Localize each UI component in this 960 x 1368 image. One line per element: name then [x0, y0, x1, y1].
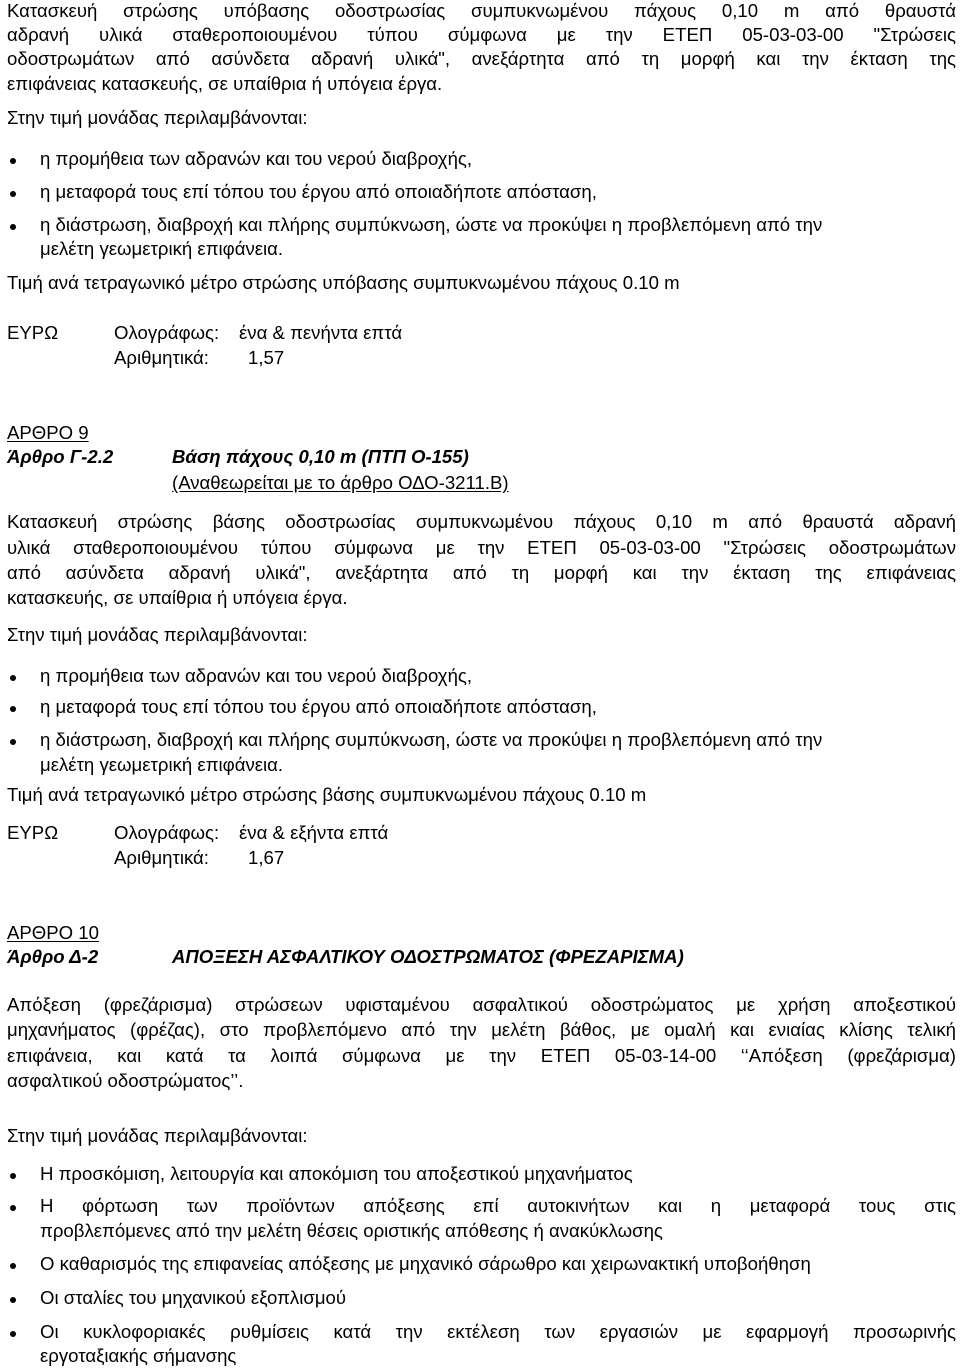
article9-price-line: Τιμή ανά τετραγωνικό μέτρο στρώσης βάσης συμπυκνωμένου πάχους 0.10 m	[7, 784, 647, 805]
bullet-icon	[10, 1331, 16, 1337]
article9-code: Άρθρο Γ-2.2	[7, 446, 114, 467]
intro-line-3: οδοστρωμάτων από ασύνδετα αδρανή υλικά", ανεξάρτητα από τη μορφή και την έκταση της	[7, 48, 956, 69]
bullet-icon	[10, 675, 16, 681]
article10-line-4: ασφαλτικού οδοστρώματος’’.	[7, 1070, 244, 1091]
article9-currency: ΕΥΡΩ	[7, 822, 59, 843]
article9-line-4: κατασκευής, σε υπαίθρια ή υπόγεια έργα.	[7, 587, 348, 608]
bullet-icon	[10, 191, 16, 197]
intro-line-2: αδρανή υλικά σταθεροποιουμένου τύπου σύμφωνα με την ΕΤΕΠ 05-03-03-00 "Στρώσεις	[7, 24, 956, 45]
intro-bullet-3: η διάστρωση, διαβροχή και πλήρης συμπύκνωση, ώστε να προκύψει η προβλεπόμενη από την	[40, 214, 823, 235]
article9-bullet-3-cont: μελέτη γεωμετρική επιφάνεια.	[40, 754, 284, 775]
article10-includes-label: Στην τιμή μονάδας περιλαμβάνονται:	[7, 1125, 308, 1146]
intro-numeric-label: Αριθμητικά:	[114, 347, 209, 368]
article10-line-2: μηχανήματος (φρέζας), στο προβλεπόμενο από την μελέτη βάθος, με ομαλή και ενιαίας κλίσης τελική	[7, 1019, 956, 1040]
bullet-icon	[10, 158, 16, 164]
article10-bullet-2: Η φόρτωση των προϊόντων απόξεσης επί αυτοκινήτων και η μεταφορά τους στις	[40, 1195, 956, 1216]
article10-line-1: Απόξεση (φρεζάρισμα) στρώσεων υφισταμένου ασφαλτικού οδοστρώματος με χρήση αποξεστικού	[7, 994, 956, 1015]
article9-numeric-value: 1,67	[248, 847, 285, 868]
bullet-icon	[10, 706, 16, 712]
intro-includes-label: Στην τιμή μονάδας περιλαμβάνονται:	[7, 107, 308, 128]
article10-heading: ΑΡΘΡΟ 10	[7, 922, 99, 943]
article9-bullet-1: η προμήθεια των αδρανών και του νερού διαβροχής,	[40, 665, 473, 686]
article10-title: ΑΠΟΞΕΣΗ ΑΣΦΑΛΤΙΚΟΥ ΟΔΟΣΤΡΩΜΑΤΟΣ (ΦΡΕΖΑΡΙΣΜΑ)	[172, 946, 684, 967]
article10-bullet-5-cont: εργοταξιακής σήμανσης	[40, 1345, 237, 1366]
article9-bullet-3: η διάστρωση, διαβροχή και πλήρης συμπύκνωση, ώστε να προκύψει η προβλεπόμενη από την	[40, 729, 823, 750]
bullet-icon	[10, 739, 16, 745]
intro-currency: ΕΥΡΩ	[7, 322, 59, 343]
intro-words-value: ένα & πενήντα επτά	[239, 322, 403, 343]
article9-numeric-label: Αριθμητικά:	[114, 847, 209, 868]
article10-line-3: επιφάνεια, και κατά τα λοιπά σύμφωνα με την ΕΤΕΠ 05-03-14-00 ‘‘Απόξεση (φρεζάρισμα)	[7, 1045, 956, 1066]
article9-heading: ΑΡΘΡΟ 9	[7, 422, 89, 443]
bullet-icon	[10, 1173, 16, 1179]
article10-bullet-4: Οι σταλίες του μηχανικού εξοπλισμού	[40, 1287, 347, 1308]
intro-line-1: Κατασκευή στρώσης υπόβασης οδοστρωσίας συμπυκνωμένου πάχους 0,10 m από θραυστά	[7, 0, 956, 21]
intro-price-line: Τιμή ανά τετραγωνικό μέτρο στρώσης υπόβασης συμπυκνωμένου πάχους 0.10 m	[7, 272, 680, 293]
bullet-icon	[10, 1297, 16, 1303]
article9-words-value: ένα & εξήντα επτά	[239, 822, 389, 843]
intro-words-label: Ολογράφως:	[114, 322, 220, 343]
article10-bullet-5: Οι κυκλοφοριακές ρυθμίσεις κατά την εκτέλεση των εργασιών με εφαρμογή προσωρινής	[40, 1321, 956, 1342]
article9-title: Βάση πάχους 0,10 m (ΠΤΠ Ο-155)	[172, 446, 469, 467]
bullet-icon	[10, 1263, 16, 1269]
intro-bullet-3-cont: μελέτη γεωμετρική επιφάνεια.	[40, 238, 284, 259]
article9-words-label: Ολογράφως:	[114, 822, 220, 843]
article10-bullet-2-cont: προβλεπόμενες από την μελέτη θέσεις οριστικής απόθεσης ή ανακύκλωσης	[40, 1220, 663, 1241]
intro-line-4: επιφάνειας κατασκευής, σε υπαίθρια ή υπόγεια έργα.	[7, 73, 443, 94]
bullet-icon	[10, 1205, 16, 1211]
article10-bullet-3: Ο καθαρισμός της επιφανείας απόξεσης με μηχανικό σάρωθρο και χειρωνακτική υποβοήθηση	[40, 1253, 811, 1274]
intro-bullet-1: η προμήθεια των αδρανών και του νερού διαβροχής,	[40, 148, 473, 169]
article9-includes-label: Στην τιμή μονάδας περιλαμβάνονται:	[7, 624, 308, 645]
article10-code: Άρθρο Δ-2	[7, 946, 99, 967]
article9-line-2: υλικά σταθεροποιουμένου τύπου σύμφωνα με την ΕΤΕΠ 05-03-03-00 "Στρώσεις οδοστρωμάτων	[7, 537, 956, 558]
article9-subtitle: (Αναθεωρείται με το άρθρο ΟΔΟ-3211.Β)	[172, 472, 509, 493]
article9-bullet-2: η μεταφορά τους επί τόπου του έργου από οποιαδήποτε απόσταση,	[40, 696, 597, 717]
bullet-icon	[10, 224, 16, 230]
intro-numeric-value: 1,57	[248, 347, 285, 368]
intro-bullet-2: η μεταφορά τους επί τόπου του έργου από οποιαδήποτε απόσταση,	[40, 181, 597, 202]
article10-bullet-1: Η προσκόμιση, λειτουργία και αποκόμιση του αποξεστικού μηχανήματος	[40, 1163, 633, 1184]
article9-line-3: από ασύνδετα αδρανή υλικά", ανεξάρτητα από τη μορφή και την έκταση της επιφάνειας	[7, 562, 956, 583]
article9-line-1: Κατασκευή στρώσης βάσης οδοστρωσίας συμπυκνωμένου πάχους 0,10 m από θραυστά αδρανή	[7, 511, 956, 532]
